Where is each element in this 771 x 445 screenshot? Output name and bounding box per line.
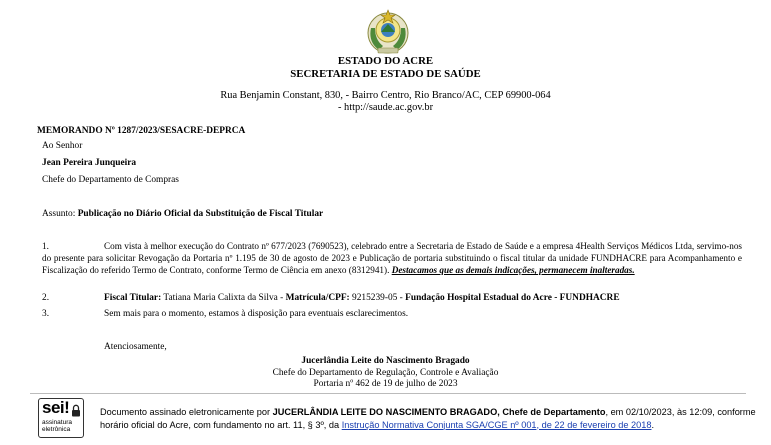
sei-signature-logo [38,398,84,438]
sei-logo-text: sei! [42,398,70,417]
sei-logo-sub2: eletrônica [42,426,71,433]
subject-text: Publicação no Diário Oficial da Substituição de Fiscal Titular [77,209,324,219]
recipient-name: Jean Pereira Junqueira [42,158,137,168]
memo-number: MEMORANDO Nº 1287/2023/SESACRE-DEPRCA [37,126,246,136]
paragraph-2 [104,292,744,304]
lock-icon [71,404,81,417]
signer-role: Chefe do Departamento de Regulação, Controle e Avaliação [272,367,499,378]
subject-line [42,208,323,220]
electronic-signature-text [100,406,760,431]
subject-label: Assunto: [42,209,78,219]
paragraph-1-emphasis: Destacamos que as demais indicações, permanecem inalteradas. [391,265,635,275]
esig-signer: JUCERLÂNDIA LEITE DO NASCIMENTO BRAGADO [272,407,498,417]
signer-name: Jucerlândia Leite do Nascimento Bragado [301,356,470,366]
fiscal-name: Tatiana Maria Calixta da Silva - [161,293,286,303]
paragraph-1-number: 1. [42,241,49,251]
salutation: Ao Senhor [42,141,83,151]
esig-end: . [651,419,655,430]
secretariat-title: SECRETARIA DE ESTADO DE SAÚDE [290,68,481,80]
sei-logo-sub1: assinatura [42,419,72,426]
cpf-value: 9215239-05 - [349,293,406,303]
state-coat-of-arms-icon [365,6,411,56]
divider [30,393,746,394]
paragraph-2-number: 2. [42,293,50,303]
esig-signer-role: Chefe de Departamento [502,407,606,417]
recipient-role: Chefe do Departamento de Compras [42,175,179,185]
signer-ordinance: Portaria nº 462 de 19 de julho de 2023 [313,379,458,389]
address-text: Rua Benjamin Constant, 830, - Bairro Centro, Rio Branco/AC, CEP 69900-064 [220,90,551,101]
website-text: - http://saude.ac.gov.br [337,102,434,113]
paragraph-3-number: 3. [42,309,50,319]
esig-prefix: Documento assinado eletronicamente por [100,407,273,417]
esig-sep: , [497,407,503,417]
cpf-label: Matrícula/CPF: [285,293,350,303]
closing-text: Atenciosamente, [104,342,167,352]
normative-instruction-link[interactable]: Instrução Normativa Conjunta SGA/CGE nº 001, de 22 de fevereiro de 2018 [341,419,652,430]
state-title: ESTADO DO ACRE [337,55,434,67]
foundation-name: Fundação Hospital Estadual do Acre - FUNDHACRE [405,293,620,303]
esig-middle: , em 02/10/2023, às 12:09, conforme horário oficial do Acre, com fundamento no art. 11, § 3º, da [100,407,756,430]
paragraph-3-text: Sem mais para o momento, estamos à disposição para eventuais esclarecimentos. [104,309,409,319]
paragraph-1-text: Com vista à melhor execução do Contrato nº 677/2023 (7690523), celebrado entre a Secretaria de Estado de Saúde e a empresa 4Health Serviços Médicos Ltda, servimo-nos do presente para solicitar Revogação da Portaria nº 1.195 de 30 de agosto de 2023 e Publicação de portaria substituindo o fiscal titular da unidade FUNDHACRE para Acompanhamento e Fiscalização do referido Termo de Contrato, conforme Termo de Ciência em anexo (8312941). [42,241,742,275]
paragraph-1 [42,240,742,276]
fiscal-titular-label: Fiscal Titular: [104,293,162,303]
